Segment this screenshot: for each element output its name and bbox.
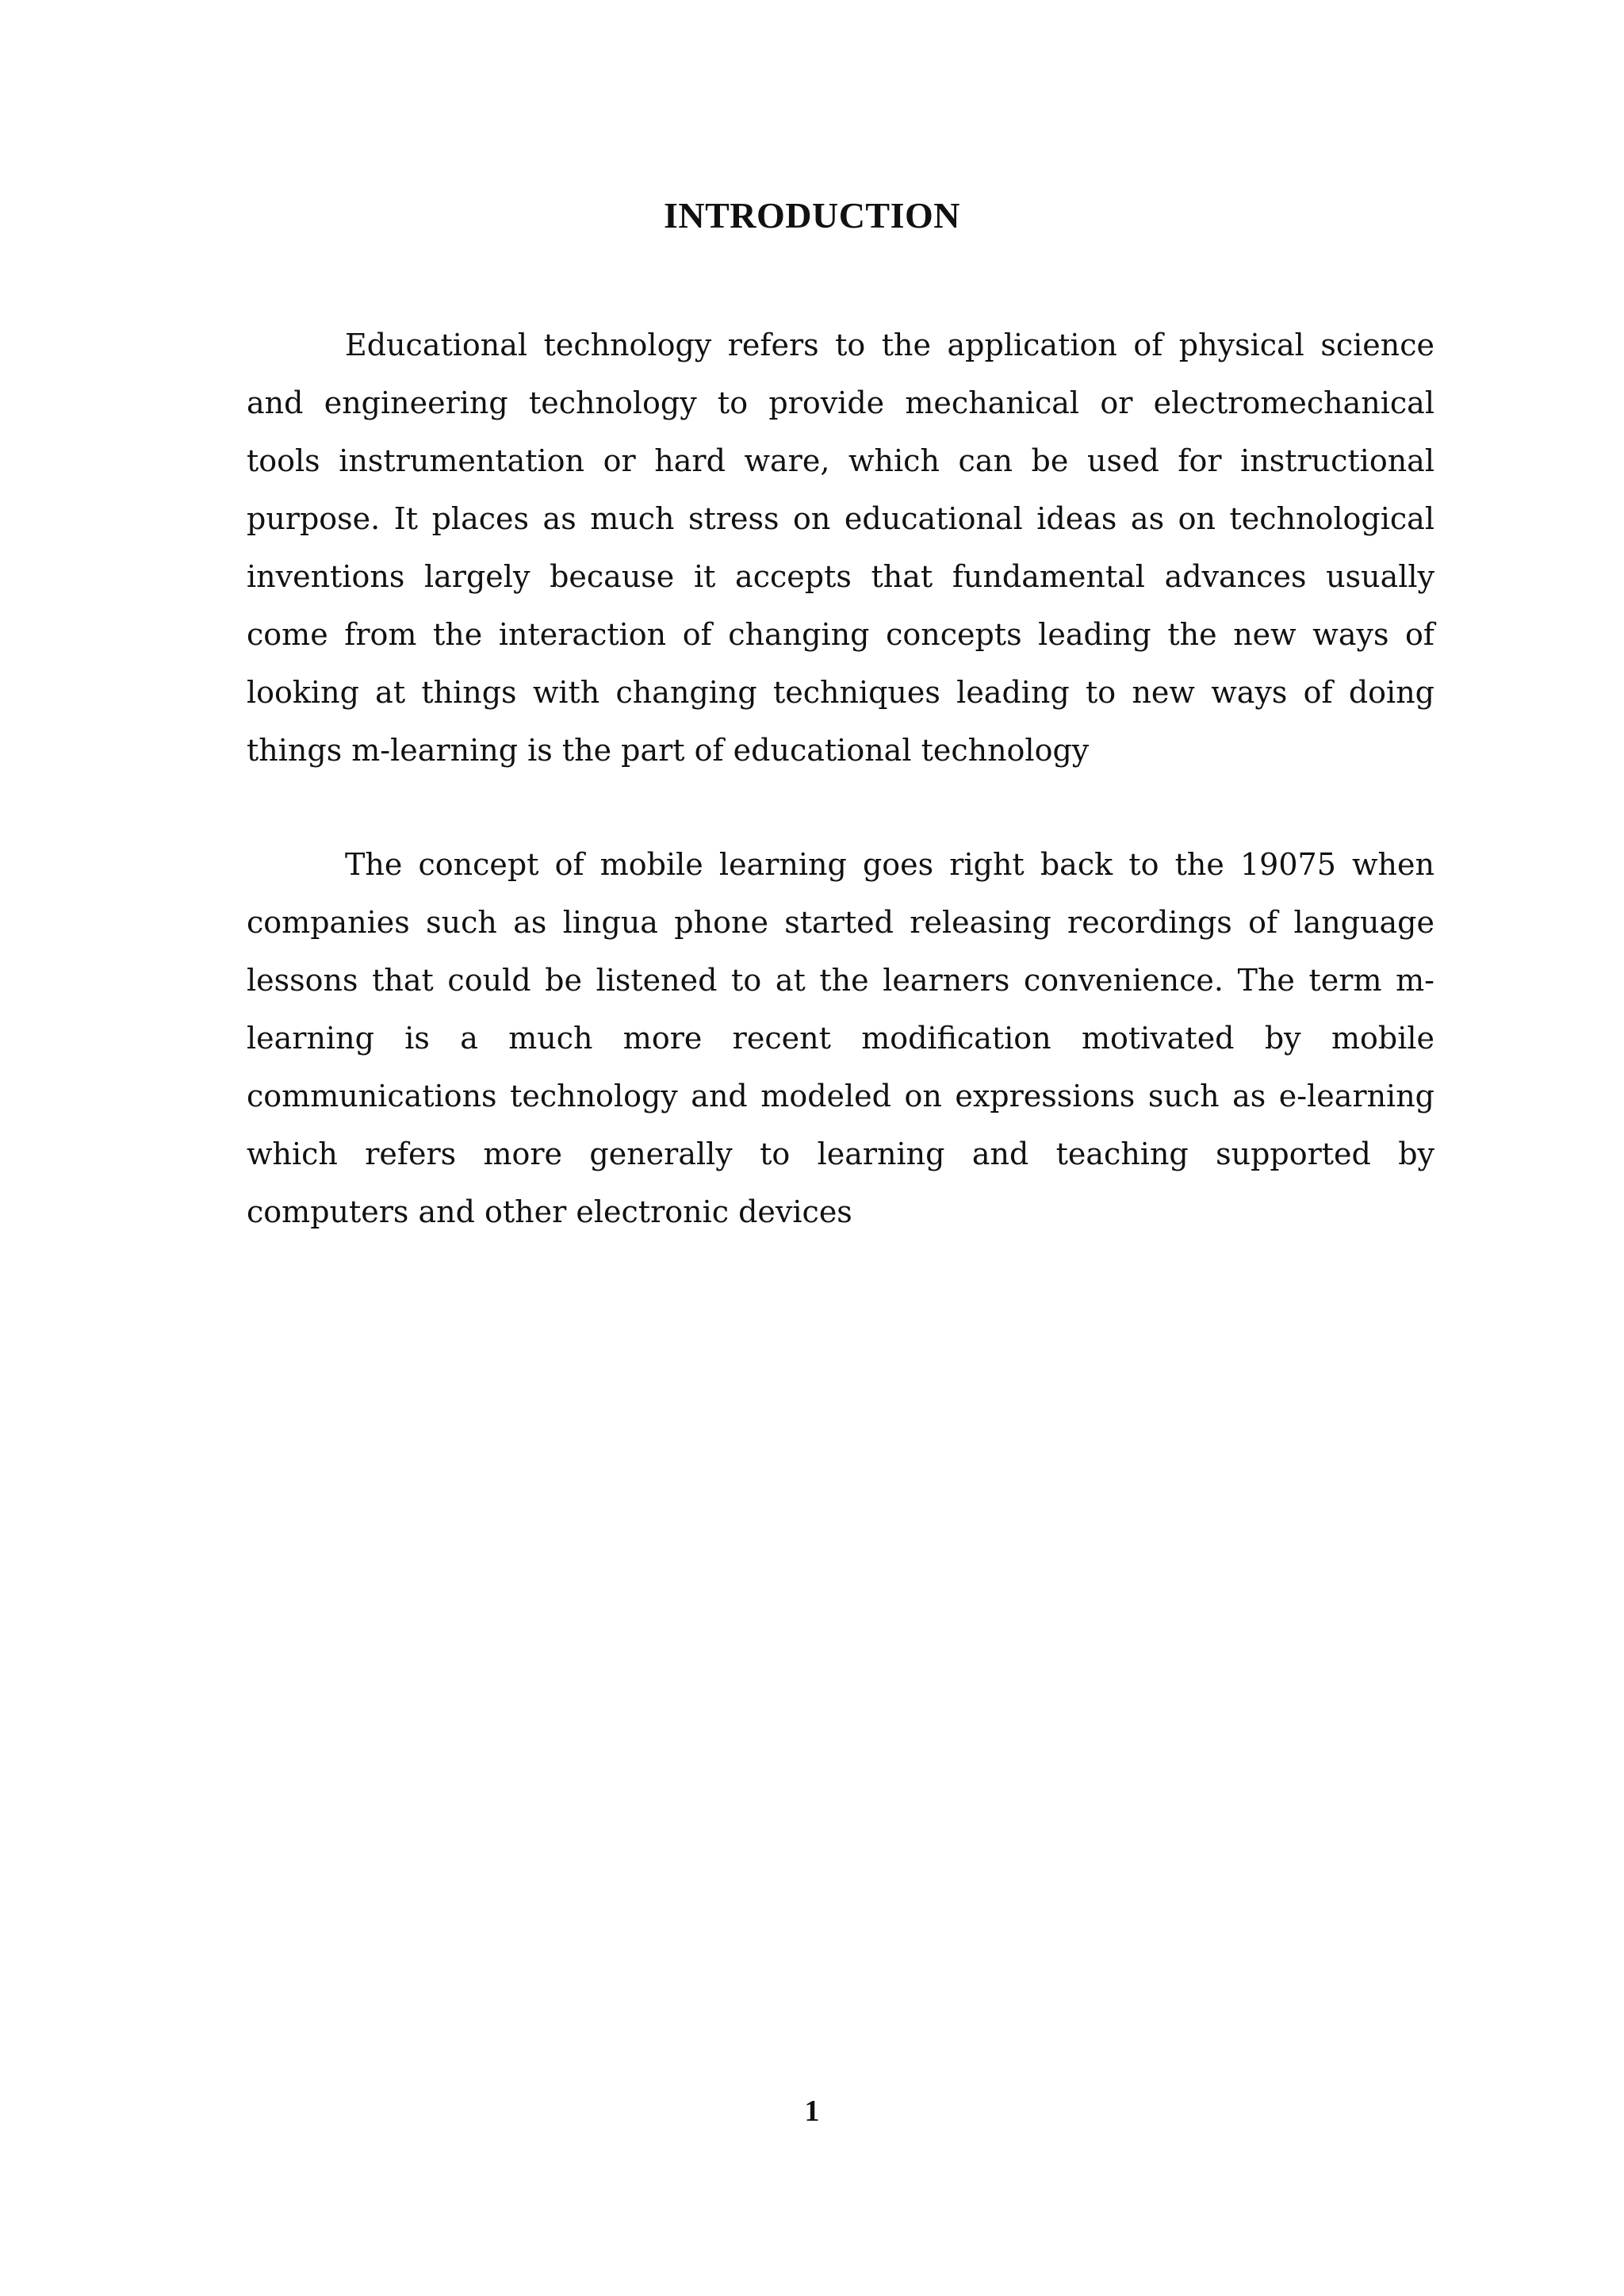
page-title: INTRODUCTION xyxy=(663,195,961,236)
body-paragraph-1: Educational technology refers to the application of physical science and engineering technology to provide mechanical or electromechanical tools instrumentation or hard ware, which can be used for instructional purpose. It places as much stress on educational ideas as on technological inventions largely because it accepts that fundamental advances usually come from the interaction of changing concepts leading the new ways of looking at things with changing techniques leading to new ways of doing things m-learning is the part of educational technology xyxy=(247,328,1434,768)
page-number: 1 xyxy=(804,2095,820,2128)
body-paragraph-2: The concept of mobile learning goes right back to the 19075 when companies such as lingua phone started releasing recordings of language lessons that could be listened to at the learners convenience. The term m-learning is a much more recent modification motivated by mobile communications technology and modeled on expressions such as e-learning which refers more generally to learning and teaching supported by computers and other electronic devices xyxy=(247,847,1434,1229)
